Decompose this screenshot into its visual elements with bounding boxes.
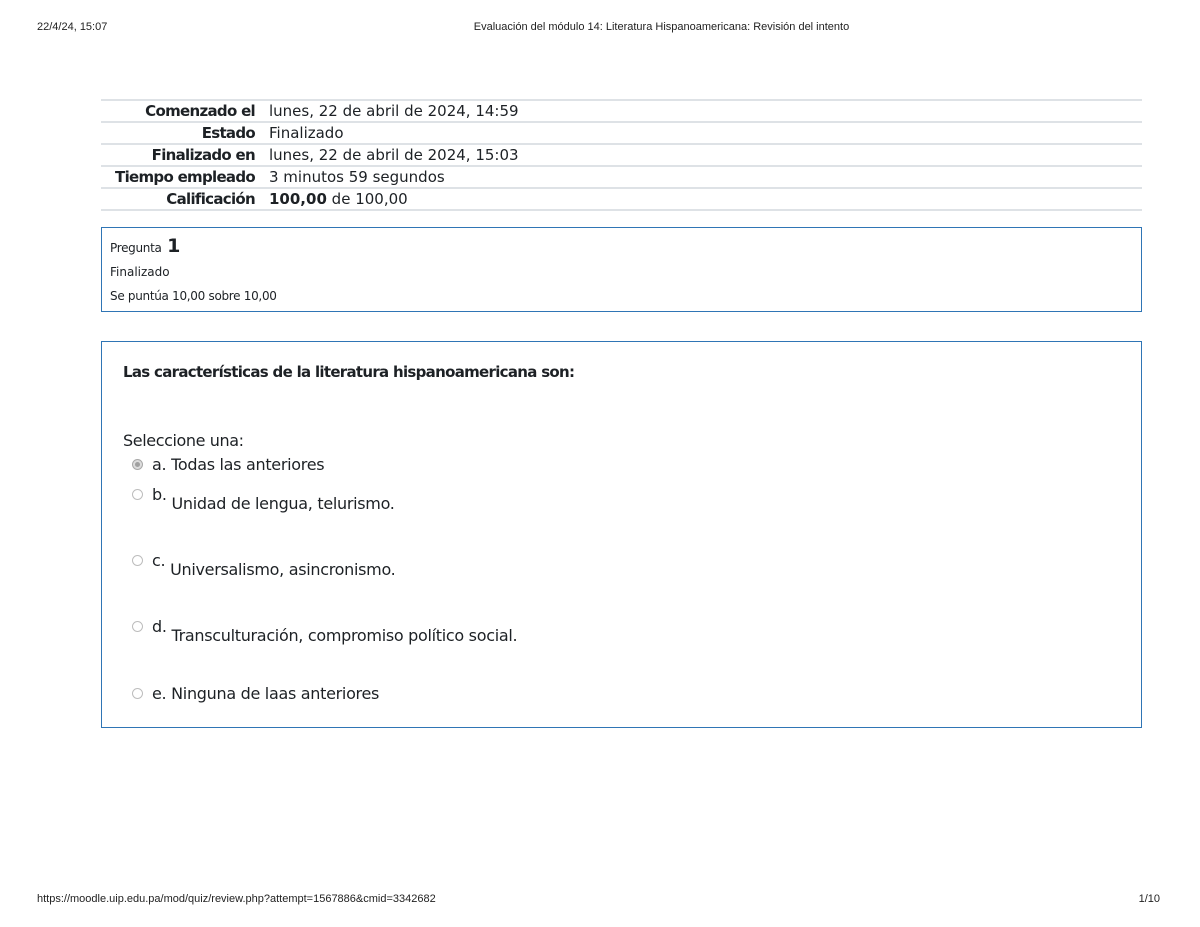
- summary-row-grade: [101, 188, 1142, 210]
- answer-option-a[interactable]: [132, 455, 324, 474]
- option-text: Unidad de lengua, telurismo.: [171, 494, 395, 513]
- print-datetime: 22/4/24, 15:07: [37, 21, 108, 33]
- print-url: https://moodle.uip.edu.pa/mod/quiz/review.php?attempt=1567886&cmid=3342682: [37, 893, 436, 905]
- summary-value: 3 minutos 59 segundos: [269, 168, 445, 186]
- option-text: Ninguna de laas anteriores: [171, 684, 380, 703]
- answer-option-d[interactable]: [132, 617, 518, 645]
- question-info-box: [101, 227, 1142, 312]
- question-text: Las características de la literatura hispanoamericana son:: [123, 363, 575, 381]
- summary-value: Finalizado: [269, 124, 344, 142]
- question-state: Finalizado: [110, 265, 170, 279]
- print-page-title: Evaluación del módulo 14: Literatura Hispanoamericana: Revisión del intento: [473, 21, 850, 33]
- option-letter: c.: [152, 551, 166, 570]
- summary-label: Comenzado el: [145, 102, 255, 120]
- answer-option-e[interactable]: [132, 684, 379, 703]
- radio-button[interactable]: [132, 459, 143, 470]
- summary-label: Calificación: [166, 190, 255, 208]
- attempt-summary-table: [101, 99, 1142, 211]
- summary-label: Finalizado en: [151, 146, 255, 164]
- summary-row-finished: [101, 144, 1142, 166]
- print-page-number: 1/10: [1138, 893, 1160, 905]
- radio-button[interactable]: [132, 489, 143, 500]
- summary-row-state: [101, 122, 1142, 144]
- question-grade: Se puntúa 10,00 sobre 10,00: [110, 289, 277, 303]
- question-number-prefix: Pregunta: [110, 241, 162, 255]
- question-number-value: 1: [167, 235, 181, 257]
- radio-button[interactable]: [132, 621, 143, 632]
- option-letter: b.: [152, 485, 167, 504]
- summary-row-started: [101, 100, 1142, 122]
- print-header: [0, 21, 1200, 37]
- summary-value: [263, 188, 1142, 210]
- option-text: Transculturación, compromiso político social.: [171, 626, 518, 645]
- option-text: Universalismo, asincronismo.: [170, 560, 396, 579]
- answer-prompt: Seleccione una:: [123, 431, 244, 450]
- answer-option-b[interactable]: [132, 485, 395, 513]
- radio-button[interactable]: [132, 688, 143, 699]
- question-content-box: [101, 341, 1142, 728]
- print-footer: [0, 893, 1200, 909]
- option-letter: e.: [152, 684, 167, 703]
- question-number: [110, 235, 180, 257]
- option-letter: a.: [152, 455, 167, 474]
- summary-row-time: [101, 166, 1142, 188]
- option-text: Todas las anteriores: [171, 455, 325, 474]
- summary-value: lunes, 22 de abril de 2024, 15:03: [269, 146, 519, 164]
- option-letter: d.: [152, 617, 167, 636]
- summary-label: Tiempo empleado: [115, 168, 255, 186]
- summary-label: Estado: [201, 124, 255, 142]
- radio-button[interactable]: [132, 555, 143, 566]
- grade-total: de 100,00: [331, 190, 408, 208]
- grade-score: 100,00: [269, 190, 327, 208]
- answer-option-c[interactable]: [132, 551, 396, 579]
- summary-value: lunes, 22 de abril de 2024, 14:59: [269, 102, 519, 120]
